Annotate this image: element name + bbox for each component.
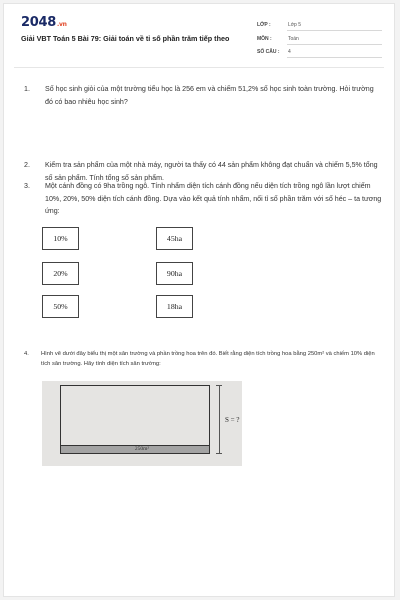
meta-count-label: SỐ CÂU : [257, 49, 280, 55]
site-logo[interactable] [21, 15, 67, 30]
header-divider [14, 67, 384, 68]
meta-class-label: LỚP : [257, 22, 271, 28]
question-text: Số học sinh giỏi của một trường tiểu học là 256 em và chiếm 51,2% số học sinh toàn trường. Hỏi trường đó có bao nhiêu học sinh? [45, 85, 374, 106]
meta-subject [257, 34, 382, 45]
question-text: Kiểm tra sản phẩm của một nhà máy, người ta thấy có 44 sản phẩm không đạt chuẩn và chiếm 5,5% tổng số sản phẩm. Tính tổng số sản phẩm. [45, 161, 378, 182]
question-text: Một cánh đồng có 9ha trồng ngô. Tính nhẩm diện tích cánh đồng nếu diện tích trồng ngô lần lượt chiếm 10%, 20%, 50% diện tích cánh đồng. Dựa vào kết quả tính nhẩm, nối tỉ số phần trăm với số héc – ta tương ứng: [45, 182, 382, 215]
worksheet-page [3, 3, 395, 597]
question-number: 3. [24, 182, 30, 190]
schoolyard-rectangle [60, 385, 210, 454]
area-box-18ha[interactable]: 18ha [156, 295, 193, 318]
question-number: 1. [24, 85, 30, 93]
meta-subject-value: Toán [288, 36, 299, 42]
percent-box-10[interactable]: 10% [42, 227, 79, 250]
area-box-45ha[interactable]: 45ha [156, 227, 193, 250]
meta-count [257, 47, 382, 58]
dimension-line [219, 385, 220, 454]
question-number: 4. [24, 351, 29, 357]
flower-bed-label: 250m² [134, 446, 150, 452]
logo-text: 2048 [21, 15, 56, 30]
meta-divider [287, 57, 382, 58]
area-unknown-label: S = ? [225, 416, 240, 424]
meta-class-value: Lớp 5 [288, 22, 302, 28]
worksheet-header [4, 4, 396, 66]
logo-suffix: .vn [56, 21, 67, 28]
page-title: Giải VBT Toán 5 Bài 79: Giải toán về tỉ số phần trăm tiếp theo [21, 34, 230, 43]
question-text: Hình vẽ dưới đây biểu thị một sân trường và phần trồng hoa trên đó. Biết rằng diện tích trồng hoa bằng 250m² và chiếm 10% diện tích sân trường. Hãy tính diện tích sân trường: [41, 351, 375, 367]
schoolyard-figure [42, 381, 242, 466]
area-box-90ha[interactable]: 90ha [156, 262, 193, 285]
meta-class [257, 20, 382, 31]
meta-divider [287, 44, 382, 45]
percent-box-20[interactable]: 20% [42, 262, 79, 285]
question-number: 2. [24, 161, 30, 169]
meta-count-value: 4 [288, 49, 291, 55]
meta-divider [287, 30, 382, 31]
percent-box-50[interactable]: 50% [42, 295, 79, 318]
meta-subject-label: MÔN : [257, 36, 272, 42]
